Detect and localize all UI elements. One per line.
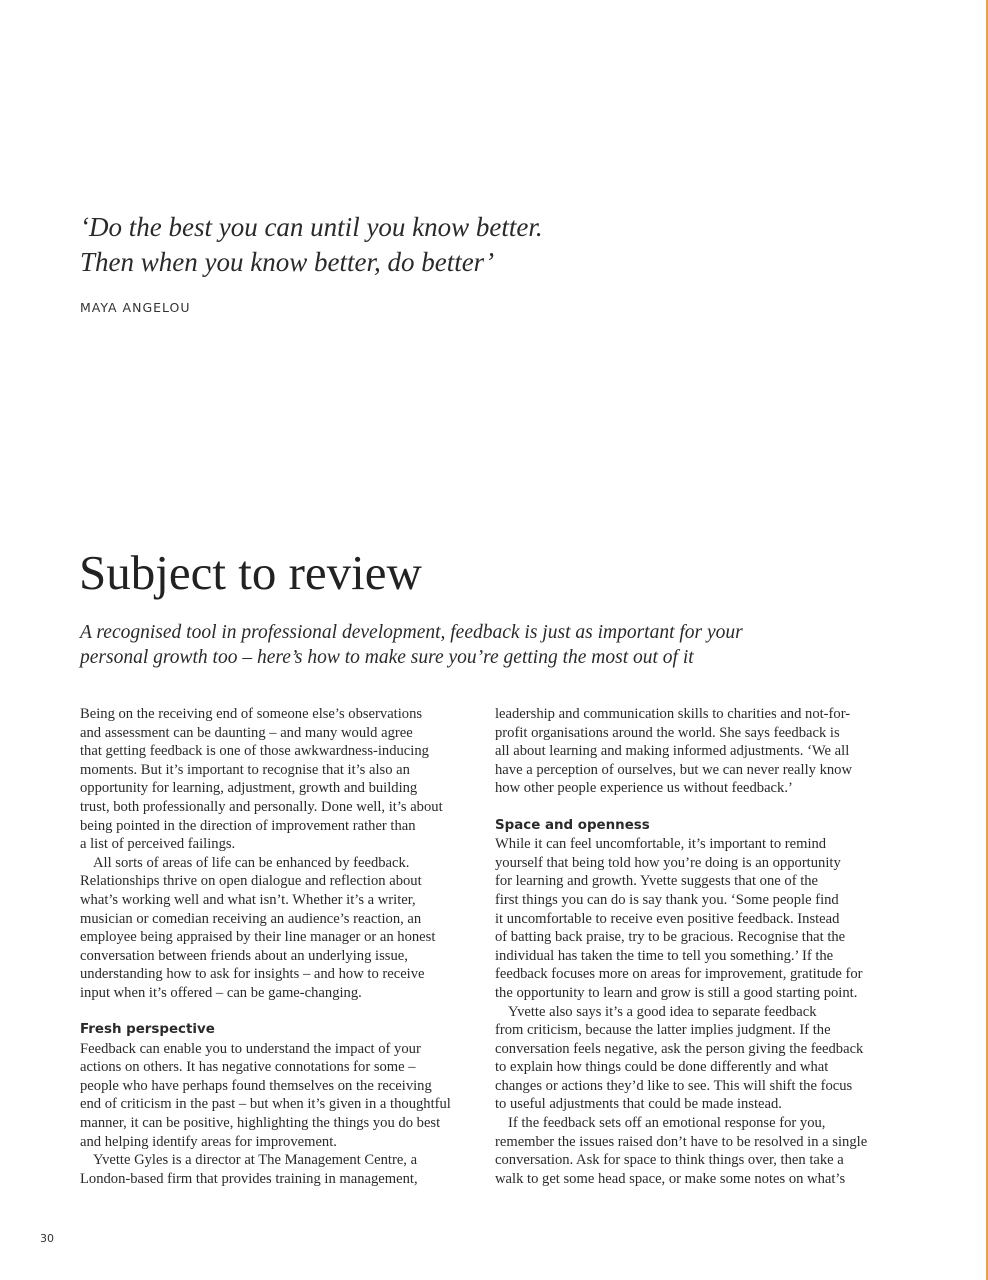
article-title: Subject to review xyxy=(79,545,422,600)
text-line: all about learning and making informed adjustments. ‘We all xyxy=(495,743,850,760)
text-line: being pointed in the direction of improvement rather than xyxy=(80,817,416,834)
article-standfirst xyxy=(80,620,800,670)
text-line: All sorts of areas of life can be enhanced by feedback. xyxy=(93,854,410,871)
body-column-left xyxy=(80,705,480,1188)
text-line: feedback focuses more on areas for improvement, gratitude for xyxy=(495,966,863,983)
text-line: opportunity for learning, adjustment, growth and building xyxy=(80,780,418,797)
text-line: it uncomfortable to receive even positive feedback. Instead xyxy=(495,910,840,927)
paragraph xyxy=(80,854,480,1003)
quote-attribution: MAYA ANGELOU xyxy=(80,300,191,315)
text-line: what’s working well and what isn’t. Whether it’s a writer, xyxy=(80,891,416,908)
text-line: that getting feedback is one of those awkwardness-inducing xyxy=(80,743,429,760)
text-line: Yvette also says it’s a good idea to separate feedback xyxy=(508,1003,817,1020)
text-line: Being on the receiving end of someone else’s observations xyxy=(80,706,423,722)
text-line: trust, both professionally and personally. Done well, it’s about xyxy=(80,798,443,815)
text-line: from criticism, because the latter implies judgment. If the xyxy=(495,1022,831,1039)
text-line: how other people experience us without feedback.’ xyxy=(495,780,793,797)
text-line: changes or actions they’d like to see. This will shift the focus xyxy=(495,1077,853,1094)
text-line: conversation. Ask for space to think things over, then take a xyxy=(495,1152,844,1169)
text-line: to useful adjustments that could be made instead. xyxy=(495,1096,782,1113)
text-line: and assessment can be daunting – and many would agree xyxy=(80,724,413,741)
paragraph xyxy=(495,1003,890,1115)
page-number: 30 xyxy=(40,1232,54,1245)
text-line: the opportunity to learn and grow is still a good starting point. xyxy=(495,984,858,1001)
quote-line: ‘Do the best you can until you know better. xyxy=(80,212,543,242)
text-line: actions on others. It has negative connotations for some – xyxy=(80,1059,416,1076)
text-line: Feedback can enable you to understand the impact of your xyxy=(80,1040,421,1057)
text-line: Relationships thrive on open dialogue and reflection about xyxy=(80,873,422,890)
text-line: If the feedback sets off an emotional response for you, xyxy=(508,1115,826,1132)
text-line: and helping identify areas for improvement. xyxy=(80,1133,337,1150)
text-line: understanding how to ask for insights – and how to receive xyxy=(80,966,425,983)
paragraph xyxy=(80,1040,480,1152)
text-line: people who have perhaps found themselves on the receiving xyxy=(80,1077,432,1094)
standfirst-line: personal growth too – here’s how to make sure you’re getting the most out of it xyxy=(80,647,694,668)
text-line: first things you can do is say thank you. ‘Some people find xyxy=(495,891,839,908)
text-line: employee being appraised by their line manager or an honest xyxy=(80,929,436,946)
body-column-right xyxy=(495,705,890,1188)
text-line: of batting back praise, try to be gracious. Recognise that the xyxy=(495,929,846,946)
text-line: end of criticism in the past – but when it’s given in a thoughtful xyxy=(80,1096,451,1113)
text-line: Yvette Gyles is a director at The Management Centre, a xyxy=(93,1152,418,1169)
text-line: manner, it can be positive, highlighting the things you do best xyxy=(80,1115,441,1132)
text-line: conversation feels negative, ask the person giving the feedback xyxy=(495,1040,864,1057)
paragraph xyxy=(495,1114,890,1188)
text-line: a list of perceived failings. xyxy=(80,836,236,853)
paragraph xyxy=(80,705,480,854)
text-line: walk to get some head space, or make some notes on what’s xyxy=(495,1170,846,1187)
text-line: remember the issues raised don’t have to be resolved in a single xyxy=(495,1133,868,1150)
text-line: have a perception of ourselves, but we can never really know xyxy=(495,761,852,778)
quote-line: Then when you know better, do better’ xyxy=(80,247,495,277)
text-line: yourself that being told how you’re doing is an opportunity xyxy=(495,854,841,871)
section-heading: Fresh perspective xyxy=(80,1022,215,1038)
text-line: input when it’s offered – can be game-changing. xyxy=(80,984,362,1001)
pull-quote xyxy=(80,210,720,280)
text-line: moments. But it’s important to recognise that it’s also an xyxy=(80,761,410,778)
text-line: While it can feel uncomfortable, it’s important to remind xyxy=(495,836,827,853)
text-line: conversation between friends about an underlying issue, xyxy=(80,947,408,964)
standfirst-line: A recognised tool in professional development, feedback is just as important for your xyxy=(80,622,743,643)
text-line: profit organisations around the world. She says feedback is xyxy=(495,724,840,741)
text-line: for learning and growth. Yvette suggests that one of the xyxy=(495,873,819,890)
paragraph xyxy=(495,705,890,798)
text-line: individual has taken the time to tell you something.’ If the xyxy=(495,947,834,964)
section-heading: Space and openness xyxy=(495,817,650,833)
paragraph xyxy=(495,835,890,1002)
paragraph xyxy=(80,1151,480,1188)
text-line: leadership and communication skills to charities and not-for- xyxy=(495,706,851,722)
text-line: London-based firm that provides training in management, xyxy=(80,1170,418,1187)
text-line: to explain how things could be done differently and what xyxy=(495,1059,829,1076)
text-line: musician or comedian receiving an audience’s reaction, an xyxy=(80,910,422,927)
